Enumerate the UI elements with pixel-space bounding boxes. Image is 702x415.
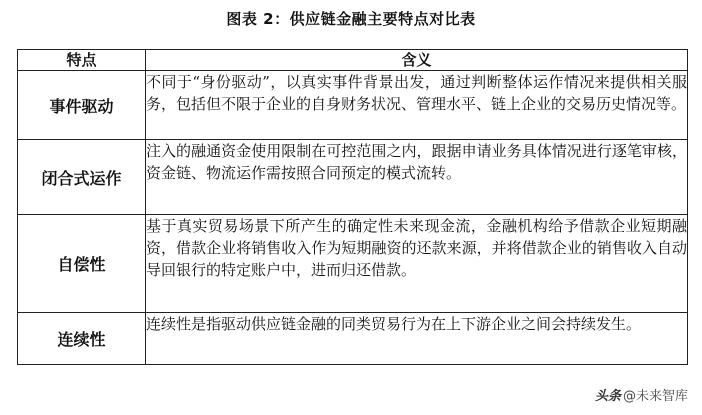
meaning-cell: 注入的融通资金使用限制在可控范围之内，跟据申请业务具体情况进行逐笔审核，资金链、物流运作需按照合同预定的模式流转。 — [146, 140, 688, 215]
meaning-cell: 连续性是指驱动供应链金融的同类贸易行为在上下游企业之间会持续发生。 — [146, 313, 688, 365]
header-meaning: 含义 — [146, 50, 688, 71]
feature-cell: 事件驱动 — [18, 71, 146, 140]
table-row — [18, 140, 688, 215]
table-title: 图表 2：供应链金融主要特点对比表 — [226, 10, 476, 28]
meaning-cell: 基于真实贸易场景下所产生的确定性未来现金流，金融机构给予借款企业短期融资，借款企业将销售收入作为短期融资的还款来源，并将借款企业的销售收入自动导回银行的特定账户中，进而归还借款。 — [146, 215, 688, 313]
watermark — [595, 385, 688, 404]
meaning-cell: 不同于“身份驱动”，以真实事件背景出发，通过判断整体运作情况来提供相关服务，包括但不限于企业的自身财务状况、管理水平、链上企业的交易历史情况等。 — [146, 71, 688, 140]
comparison-table — [17, 49, 688, 365]
watermark-handle: @未来智库 — [622, 389, 688, 404]
table-row — [18, 71, 688, 140]
header-feature: 特点 — [18, 50, 146, 71]
table-row — [18, 313, 688, 365]
table-header-row — [18, 50, 688, 71]
feature-cell: 连续性 — [18, 313, 146, 365]
feature-cell: 自偿性 — [18, 215, 146, 313]
watermark-brand: 头条 — [594, 389, 621, 404]
feature-cell: 闭合式运作 — [18, 140, 146, 215]
table-row — [18, 215, 688, 313]
